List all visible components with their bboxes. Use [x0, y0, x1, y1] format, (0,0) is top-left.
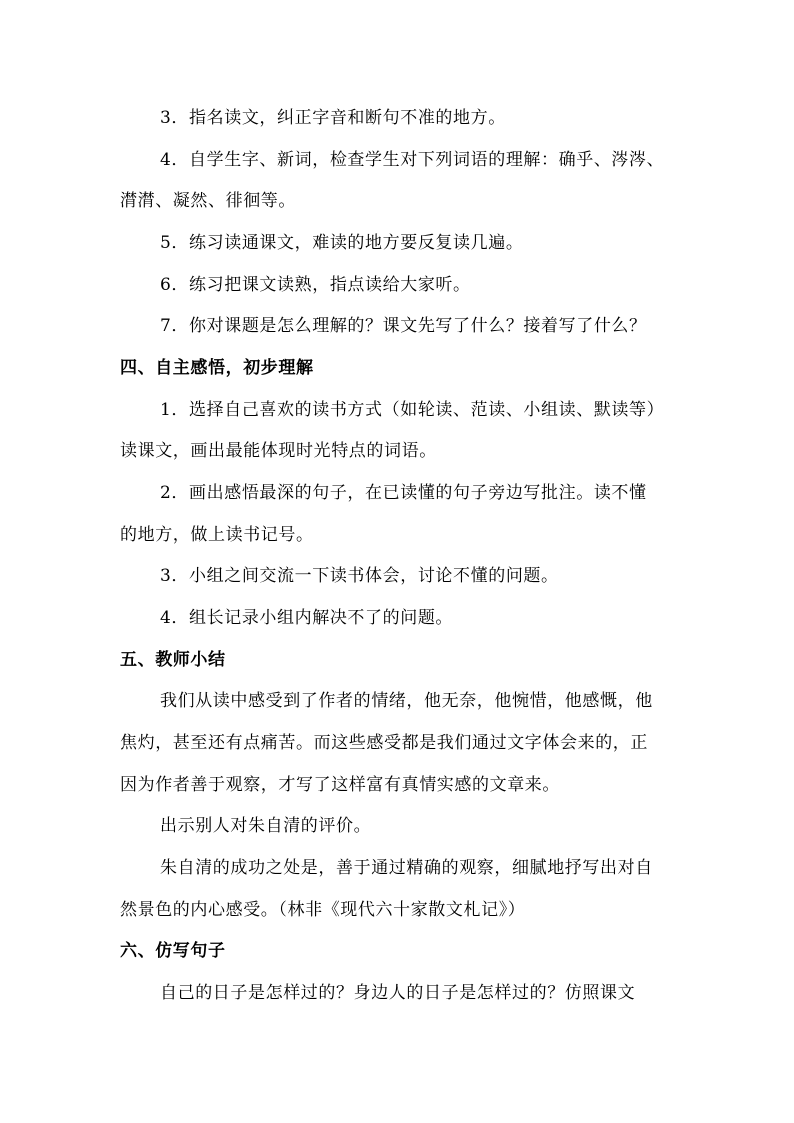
- paragraph-line: 4．自学生字、新词，检查学生对下列词语的理解：确乎、涔涔、: [160, 150, 665, 170]
- paragraph-line: 焦灼，甚至还有点痛苦。而这些感受都是我们通过文字体会来的，正: [120, 733, 648, 753]
- paragraph-line: 5．练习读通课文，难读的地方要反复读几遍。: [160, 233, 524, 253]
- section-heading: 五、教师小结: [120, 650, 226, 670]
- paragraph-line: 我们从读中感受到了作者的情绪，他无奈，他惋惜，他感慨，他: [160, 691, 653, 711]
- paragraph-line: 3．指名读文，纠正字音和断句不准的地方。: [160, 108, 506, 128]
- paragraph-line: 朱自清的成功之处是，善于通过精确的观察，细腻地抒写出对自: [160, 858, 653, 878]
- paragraph-line: 4．组长记录小组内解决不了的问题。: [160, 608, 454, 628]
- paragraph-line: 的地方，做上读书记号。: [120, 525, 314, 545]
- paragraph-line: 然景色的内心感受。（林非《现代六十家散文札记》）: [120, 900, 526, 920]
- paragraph-line: 潸潸、凝然、徘徊等。: [120, 191, 296, 211]
- paragraph-line: 7．你对课题是怎么理解的？课文先写了什么？接着写了什么？: [160, 316, 647, 336]
- paragraph-line: 6．练习把课文读熟，指点读给大家听。: [160, 275, 471, 295]
- paragraph-line: 出示别人对朱自清的评价。: [160, 816, 372, 836]
- paragraph-line: 3．小组之间交流一下读书体会，讨论不懂的问题。: [160, 566, 559, 586]
- section-heading: 四、自主感悟，初步理解: [120, 358, 314, 378]
- paragraph-line: 读课文，画出最能体现时光特点的词语。: [120, 441, 437, 461]
- paragraph-line: 1．选择自己喜欢的读书方式（如轮读、范读、小组读、默读等）: [160, 400, 665, 420]
- paragraph-line: 自己的日子是怎样过的？身边人的日子是怎样过的？仿照课文: [160, 983, 636, 1003]
- section-heading: 六、仿写句子: [120, 941, 226, 961]
- paragraph-line: 2．画出感悟最深的句子，在已读懂的句子旁边写批注。读不懂: [160, 483, 647, 503]
- paragraph-line: 因为作者善于观察，才写了这样富有真情实感的文章来。: [120, 775, 560, 795]
